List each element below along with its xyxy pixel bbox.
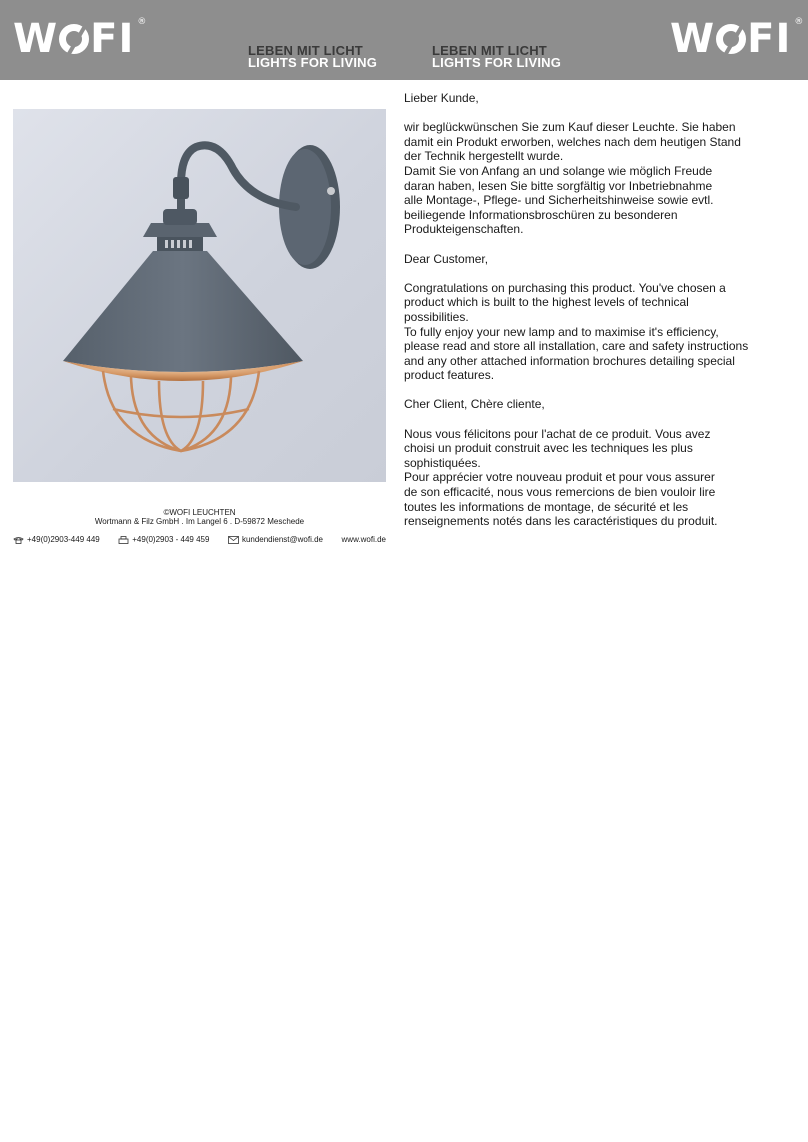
phone-icon [13,536,24,544]
welcome-text [404,91,784,543]
text-line: alle Montage-, Pflege- und Sicherheitshinweise sowie evtl. [404,193,714,208]
en-body [404,281,784,383]
de-body [404,120,784,237]
logo-o-icon [716,24,746,54]
phone-item [13,535,100,545]
text-line: Pour apprécier votre nouveau produit et pour vous assurer [404,470,715,485]
fax-item [118,535,209,545]
company-copyright: ©WOFI LEUCHTEN [163,508,236,517]
text-line: toutes les informations de montage, de sécurité et les [404,499,689,514]
wofi-logo-left: W FI ® [13,16,148,62]
phone-number: +49(0)2903-449 449 [27,535,100,544]
text-line: product features. [404,368,495,383]
fax-icon [118,536,129,544]
product-photo [13,109,386,482]
text-line: Nous vous félicitons pour l'achat de ce produit. Vous avez [404,426,711,441]
text-line: beiliegende Informationsbroschüren zu besonderen [404,207,678,222]
slogan-left [248,45,377,69]
text-line: choisi un produit construit avec les techniques les plus [404,441,693,456]
text-line: Damit Sie von Anfang an und solange wie möglich Freude [404,163,713,178]
company-address: Wortmann & Filz GmbH . Im Langel 6 . D-59872 Meschede [94,517,305,526]
text-line: der Technik hergestellt wurde. [404,149,564,164]
text-line: and any other attached information brochures detailing special [404,353,735,368]
fr-body [404,427,784,529]
slogan-de: LEBEN MIT LICHT [248,43,363,58]
header-band [0,0,808,80]
slogan-en: LIGHTS FOR LIVING [248,55,378,70]
text-line: Produkteigenschaften. [404,222,524,237]
registered-mark: ® [794,17,805,27]
text-line: please read and store all installation, care and safety instructions [404,339,749,354]
slogan-de: LEBEN MIT LICHT [432,43,547,58]
text-line: To fully enjoy your new lamp and to maximise it's efficiency, [404,324,719,339]
text-line: de son efficacité, nous vous remercions de bien vouloir lire [404,485,716,500]
contact-block [13,508,386,545]
en-greeting: Dear Customer, [404,251,489,266]
text-line: sophistiquées. [404,455,481,470]
email-address[interactable]: kundendienst@wofi.de [241,535,323,544]
screw-icon [327,187,335,195]
wall-lamp-illustration [13,109,386,482]
text-line: daran haben, lesen Sie bitte sorgfältig vor Inbetriebnahme [404,178,713,193]
de-greeting: Lieber Kunde, [404,91,479,105]
text-line: damit ein Produkt erworben, welches nach dem heutigen Stand [404,134,741,149]
logo-o-icon [59,24,89,54]
fr-greeting: Cher Client, Chère cliente, [404,397,545,412]
email-item[interactable] [228,535,323,545]
slogan-right [432,45,561,69]
envelope-icon [228,536,239,544]
wofi-logo-right: W FI ® [670,16,805,62]
wire-cage [103,371,259,451]
lamp-shade [63,251,303,372]
contact-row [13,535,386,545]
text-line: renseignements notés dans les caractéristiques du produit. [404,514,718,529]
fax-number: +49(0)2903 - 449 459 [132,535,210,544]
registered-mark: ® [137,17,148,27]
text-line: possibilities. [404,309,469,324]
text-line: wir beglückwünschen Sie zum Kauf dieser Leuchte. Sie haben [404,120,736,135]
website-link[interactable]: www.wofi.de [341,535,386,544]
slogan-en: LIGHTS FOR LIVING [432,55,562,70]
text-line: product which is built to the highest levels of technical [404,295,689,310]
lamp-arm [181,145,296,221]
text-line: Congratulations on purchasing this product. You've chosen a [404,280,726,295]
